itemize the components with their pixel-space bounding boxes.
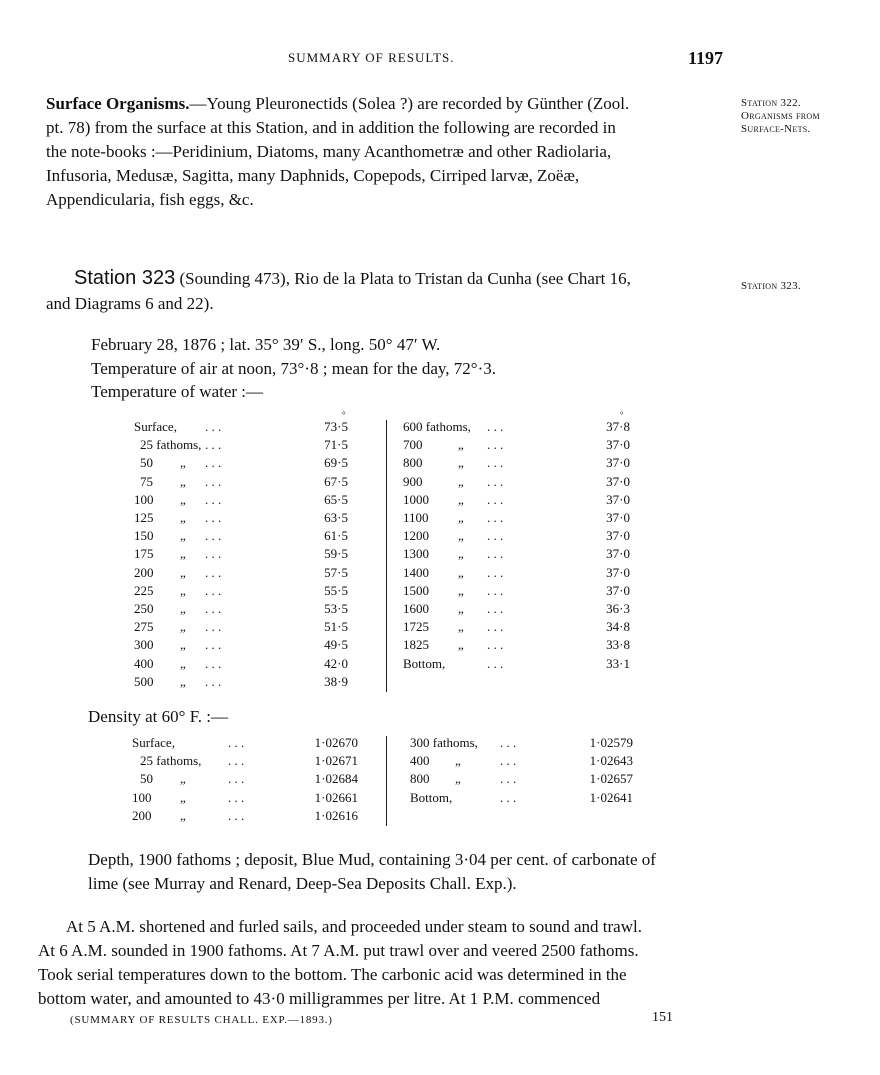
leader-dots: . . . xyxy=(205,582,222,598)
row-depth: 700 xyxy=(403,437,423,453)
ditto-mark: „ xyxy=(458,510,464,525)
leader-dots: . . . xyxy=(487,491,504,507)
ditto-mark: „ xyxy=(458,473,464,489)
row-value: 49·5 xyxy=(324,637,348,653)
surface-organisms-line-1: Surface Organisms.—Young Pleuronectids (Solea ?) are recorded by Günther (Zool. xyxy=(46,94,630,113)
depth-line-2: lime (see Murray and Renard, Deep-Sea Deposits Chall. Exp.). xyxy=(88,874,517,893)
leader-dots: . . . xyxy=(500,771,517,787)
leader-dots: . . . xyxy=(205,601,222,616)
leader-dots: . . . xyxy=(228,789,245,805)
leader-dots: . . . xyxy=(487,637,504,653)
row-value: 57·5 xyxy=(324,564,348,580)
surface-organisms-line-3: the note-books :—Peridinium, Diatoms, many Acanthometræ and other Radiolaria, xyxy=(46,142,612,161)
row-value: 1·02684 xyxy=(314,771,358,787)
water-temperature-heading: Temperature of water :— xyxy=(91,382,264,401)
row-value: 59·5 xyxy=(324,546,348,562)
ditto-mark: „ xyxy=(458,564,464,580)
row-value: 1·02671 xyxy=(314,753,358,769)
narrative-line-3: Took serial temperatures down to the bottom. The carbonic acid was determined in the xyxy=(38,965,627,984)
row-depth: 50 xyxy=(140,455,153,471)
row-value: 37·0 xyxy=(606,582,630,598)
row-depth: 500 xyxy=(134,673,154,689)
row-value: 69·5 xyxy=(324,455,348,471)
ditto-mark: „ xyxy=(458,637,464,653)
leader-dots: . . . xyxy=(205,655,222,671)
ditto-mark: „ xyxy=(180,528,186,544)
ditto-mark: „ xyxy=(458,582,464,598)
ditto-mark: „ xyxy=(458,601,464,616)
leader-dots: . . . xyxy=(487,564,504,580)
row-value: 38·9 xyxy=(324,673,348,689)
row-depth: 125 xyxy=(134,510,154,525)
leader-dots: . . . xyxy=(205,455,222,471)
narrative-line-1: At 5 A.M. shortened and furled sails, and proceeded under steam to sound and trawl. xyxy=(66,917,642,936)
leader-dots: . . . xyxy=(500,753,517,769)
date-position-line: February 28, 1876 ; lat. 35° 39′ S., long. 50° 47′ W. xyxy=(91,335,441,354)
footer-signature: (SUMMARY OF RESULTS CHALL. EXP.—1893.) xyxy=(70,1014,333,1026)
row-value: 1·02670 xyxy=(314,735,358,750)
row-value: 1·02657 xyxy=(589,771,633,787)
leader-dots: . . . xyxy=(228,771,245,787)
row-value: 33·1 xyxy=(606,655,630,671)
leader-dots: . . . xyxy=(500,735,517,750)
ditto-mark: „ xyxy=(180,510,186,525)
row-value: 37·0 xyxy=(606,473,630,489)
row-value: 1·02661 xyxy=(314,789,358,805)
row-value: 67·5 xyxy=(324,473,348,489)
row-depth: 600 fathoms, xyxy=(403,419,471,434)
footer-sheet-number: 151 xyxy=(652,1010,673,1025)
ditto-mark: „ xyxy=(455,771,461,787)
row-value: 37·0 xyxy=(606,546,630,562)
surface-organisms-line-4: Infusoria, Medusæ, Sagitta, many Daphnids, Copepods, Cirriped larvæ, Zoëæ, xyxy=(46,166,580,185)
row-depth: 25 fathoms, xyxy=(140,753,202,769)
leader-dots: . . . xyxy=(205,673,222,689)
leader-dots: . . . xyxy=(205,510,222,525)
density-heading: Density at 60° F. :— xyxy=(88,707,229,726)
ditto-mark: „ xyxy=(180,771,186,787)
row-depth: 1300 xyxy=(403,546,429,562)
ditto-mark: „ xyxy=(180,546,186,562)
station-title-line-2: and Diagrams 6 and 22). xyxy=(46,294,214,313)
leader-dots: . . . xyxy=(487,473,504,489)
leader-dots: . . . xyxy=(205,491,222,507)
row-depth: 50 xyxy=(140,771,153,787)
row-value: 73·5 xyxy=(324,419,348,434)
leader-dots: . . . xyxy=(487,546,504,562)
row-depth: 1725 xyxy=(403,619,429,635)
ditto-mark: „ xyxy=(458,437,464,453)
row-value: 63·5 xyxy=(324,510,348,525)
row-depth: 100 xyxy=(134,491,154,507)
row-depth: 1500 xyxy=(403,582,429,598)
row-depth: 300 fathoms, xyxy=(410,735,478,750)
row-depth: 900 xyxy=(403,473,423,489)
row-depth: Bottom, xyxy=(410,789,453,805)
ditto-mark: „ xyxy=(458,619,464,635)
row-value: 37·0 xyxy=(606,510,630,525)
ditto-mark: „ xyxy=(458,546,464,562)
running-head-title: SUMMARY OF RESULTS. xyxy=(288,50,455,65)
row-value: 1·02616 xyxy=(314,807,358,823)
leader-dots: . . . xyxy=(487,655,504,671)
ditto-mark: „ xyxy=(458,528,464,544)
narrative-line-4: bottom water, and amounted to 43·0 milligrammes per litre. At 1 P.M. commenced xyxy=(38,989,601,1008)
row-value: 53·5 xyxy=(324,601,348,616)
surface-organisms-heading: Surface Organisms. xyxy=(46,94,190,113)
row-depth: 100 xyxy=(132,789,152,805)
row-value: 37·0 xyxy=(606,528,630,544)
leader-dots: . . . xyxy=(487,437,504,453)
row-value: 42·0 xyxy=(324,655,348,671)
leader-dots: . . . xyxy=(487,419,504,434)
row-value: 36·3 xyxy=(606,601,630,616)
row-depth: Surface, xyxy=(132,735,175,750)
leader-dots: . . . xyxy=(205,528,222,544)
leader-dots: . . . xyxy=(487,582,504,598)
row-value: 37·0 xyxy=(606,437,630,453)
margin-note-station-322: Station 322. Organisms from Surface-Nets. xyxy=(741,97,820,135)
row-depth: 200 xyxy=(134,564,154,580)
row-value: 51·5 xyxy=(324,619,348,635)
row-value: 1·02579 xyxy=(589,735,633,750)
leader-dots: . . . xyxy=(205,473,222,489)
leader-dots: . . . xyxy=(205,619,222,635)
leader-dots: . . . xyxy=(500,789,517,805)
leader-dots: . . . xyxy=(487,455,504,471)
leader-dots: . . . xyxy=(205,419,222,434)
row-depth: 300 xyxy=(134,637,154,653)
degree-mark-left: ° xyxy=(342,410,346,420)
leader-dots: . . . xyxy=(487,601,504,616)
ditto-mark: „ xyxy=(180,582,186,598)
row-value: 61·5 xyxy=(324,528,348,544)
degree-mark-right: ° xyxy=(620,410,624,420)
surface-organisms-line-5: Appendicularia, fish eggs, &c. xyxy=(46,190,254,209)
ditto-mark: „ xyxy=(455,753,461,769)
air-temperature-line: Temperature of air at noon, 73°·8 ; mean for the day, 72°·3. xyxy=(91,359,496,378)
leader-dots: . . . xyxy=(205,637,222,653)
row-depth: 150 xyxy=(134,528,154,544)
row-depth: Surface, xyxy=(134,419,177,434)
ditto-mark: „ xyxy=(458,455,464,471)
ditto-mark: „ xyxy=(180,564,186,580)
row-depth: 400 xyxy=(134,655,154,671)
ditto-mark: „ xyxy=(180,455,186,471)
ditto-mark: „ xyxy=(180,789,186,805)
leader-dots: . . . xyxy=(228,735,245,750)
row-depth: 800 xyxy=(410,771,430,787)
row-depth: 275 xyxy=(134,619,154,635)
ditto-mark: „ xyxy=(180,619,186,635)
row-depth: 1100 xyxy=(403,510,429,525)
row-value: 33·8 xyxy=(606,637,630,653)
row-depth: Bottom, xyxy=(403,655,446,671)
row-depth: 1200 xyxy=(403,528,429,544)
row-depth: 200 xyxy=(132,807,152,823)
row-value: 65·5 xyxy=(324,491,348,507)
ditto-mark: „ xyxy=(180,807,186,823)
leader-dots: . . . xyxy=(228,807,245,823)
leader-dots: . . . xyxy=(487,510,504,525)
ditto-mark: „ xyxy=(180,655,186,671)
row-depth: 400 xyxy=(410,753,430,769)
row-value: 1·02641 xyxy=(589,789,633,805)
leader-dots: . . . xyxy=(205,437,222,453)
row-depth: 1000 xyxy=(403,491,429,507)
row-value: 37·0 xyxy=(606,564,630,580)
row-depth: 225 xyxy=(134,582,154,598)
station-title-line: Station 323 (Sounding 473), Rio de la Plata to Tristan da Cunha (see Chart 16, xyxy=(74,267,631,289)
row-value: 37·8 xyxy=(606,419,630,434)
ditto-mark: „ xyxy=(458,491,464,507)
leader-dots: . . . xyxy=(228,753,245,769)
leader-dots: . . . xyxy=(205,546,222,562)
row-depth: 175 xyxy=(134,546,154,562)
row-value: 37·0 xyxy=(606,455,630,471)
ditto-mark: „ xyxy=(180,491,186,507)
narrative-line-2: At 6 A.M. sounded in 1900 fathoms. At 7 A.M. put trawl over and veered 2500 fathoms. xyxy=(38,941,639,960)
leader-dots: . . . xyxy=(487,528,504,544)
ditto-mark: „ xyxy=(180,637,186,653)
row-depth: 1400 xyxy=(403,564,429,580)
row-value: 1·02643 xyxy=(589,753,633,769)
row-value: 37·0 xyxy=(606,491,630,507)
density-column-rule xyxy=(386,736,387,826)
leader-dots: . . . xyxy=(205,564,222,580)
ditto-mark: „ xyxy=(180,673,186,689)
row-depth: 1600 xyxy=(403,601,429,616)
row-value: 55·5 xyxy=(324,582,348,598)
row-depth: 800 xyxy=(403,455,423,471)
row-value: 34·8 xyxy=(606,619,630,635)
margin-note-station-323: Station 323. xyxy=(741,280,801,292)
depth-line-1: Depth, 1900 fathoms ; deposit, Blue Mud, containing 3·04 per cent. of carbonate of xyxy=(88,850,656,869)
row-depth: 75 xyxy=(140,473,153,489)
ditto-mark: „ xyxy=(180,601,186,616)
row-depth: 1825 xyxy=(403,637,429,653)
leader-dots: . . . xyxy=(487,619,504,635)
page-number: 1197 xyxy=(688,48,724,68)
surface-organisms-line-2: pt. 78) from the surface at this Station, and in addition the following are recorded in xyxy=(46,118,616,137)
station-title: Station 323 xyxy=(74,267,176,289)
ditto-mark: „ xyxy=(180,473,186,489)
row-depth: 250 xyxy=(134,601,154,616)
temperature-column-rule xyxy=(386,420,387,692)
row-depth: 25 fathoms, xyxy=(140,437,202,453)
row-value: 71·5 xyxy=(324,437,348,453)
